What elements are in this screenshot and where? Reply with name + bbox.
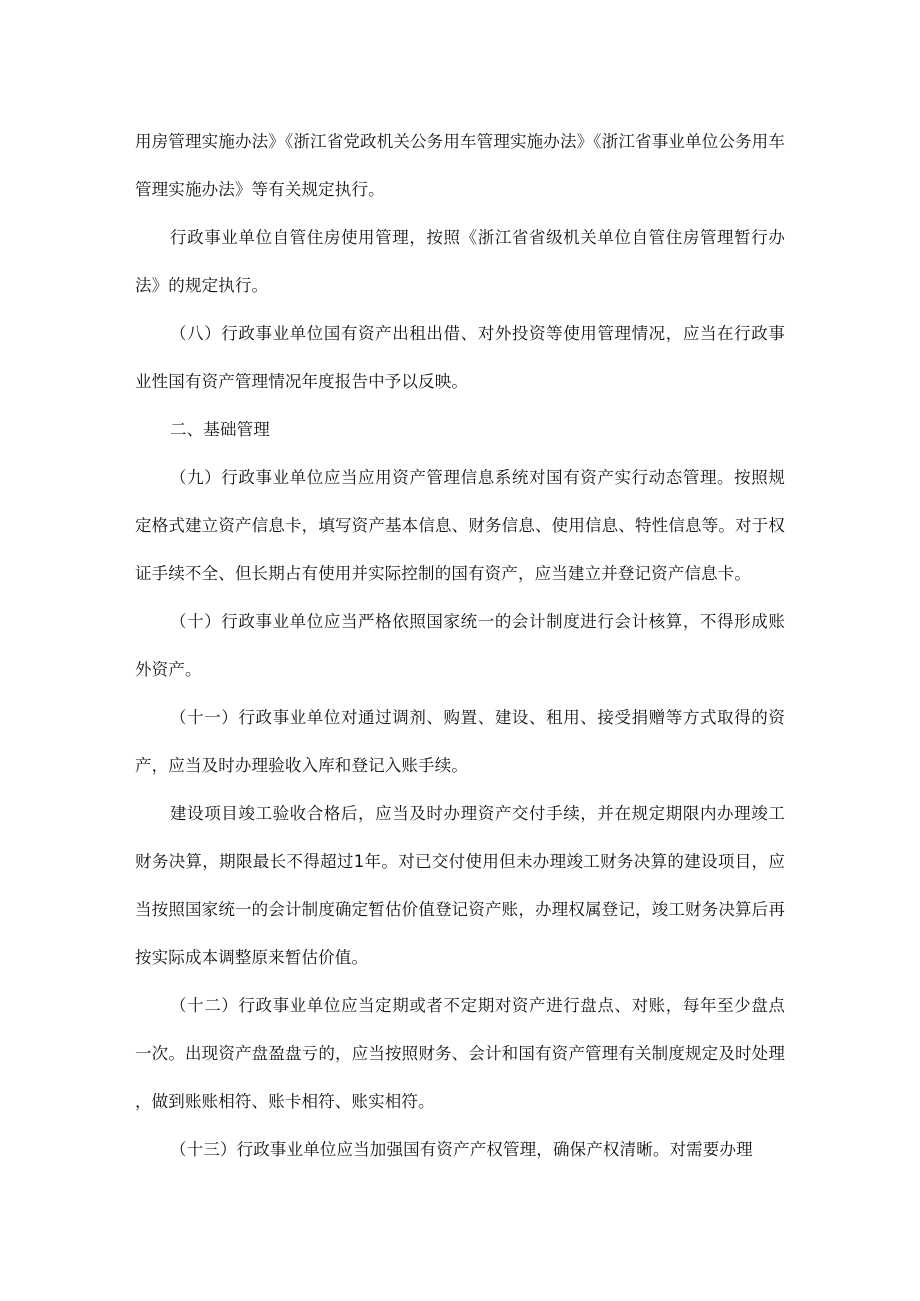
- paragraph-housing-management: 行政事业单位自管住房使用管理，按照《浙江省省级机关单位自管住房管理暂行办法》的规定执行。: [135, 228, 785, 295]
- paragraph-section-10: （十）行政事业单位应当严格依照国家统一的会计制度进行会计核算，不得形成账外资产。: [135, 612, 785, 679]
- section-heading-basic-management: 二、基础管理: [170, 420, 270, 439]
- paragraph-construction-project: 建设项目竣工验收合格后，应当及时办理资产交付手续，并在规定期限内办理竣工财务决算，期限最长不得超过1年。对已交付使用但未办理竣工财务决算的建设项目，应当按照国家统一的会计制度确定暂估价值登记资产账，办理权属登记，竣工财务决算后再按实际成本调整原来暂估价值。: [135, 804, 785, 967]
- paragraph-section-13: （十三）行政事业单位应当加强国有资产产权管理，确保产权清晰。对需要办理: [170, 1140, 753, 1159]
- paragraph-section-11: （十一）行政事业单位对通过调剂、购置、建设、租用、接受捐赠等方式取得的资产，应当及时办理验收入库和登记入账手续。: [135, 708, 785, 775]
- document-body: [135, 118, 785, 1174]
- paragraph-section-8: （八）行政事业单位国有资产出租出借、对外投资等使用管理情况，应当在行政事业性国有资产管理情况年度报告中予以反映。: [135, 324, 785, 391]
- paragraph-section-9: （九）行政事业单位应当应用资产管理信息系统对国有资产实行动态管理。按照规定格式建立资产信息卡，填写资产基本信息、财务信息、使用信息、特性信息等。对于权证手续不全、但长期占有使用并实际控制的国有资产，应当建立并登记资产信息卡。: [135, 468, 785, 583]
- paragraph-continuation: 用房管理实施办法》《浙江省党政机关公务用车管理实施办法》《浙江省事业单位公务用车管理实施办法》等有关规定执行。: [135, 132, 785, 199]
- paragraph-section-12: （十二）行政事业单位应当定期或者不定期对资产进行盘点、对账，每年至少盘点一次。出现资产盘盈盘亏的，应当按照财务、会计和国有资产管理有关制度规定及时处理，做到账账相符、账卡相符、账实相符。: [135, 996, 785, 1111]
